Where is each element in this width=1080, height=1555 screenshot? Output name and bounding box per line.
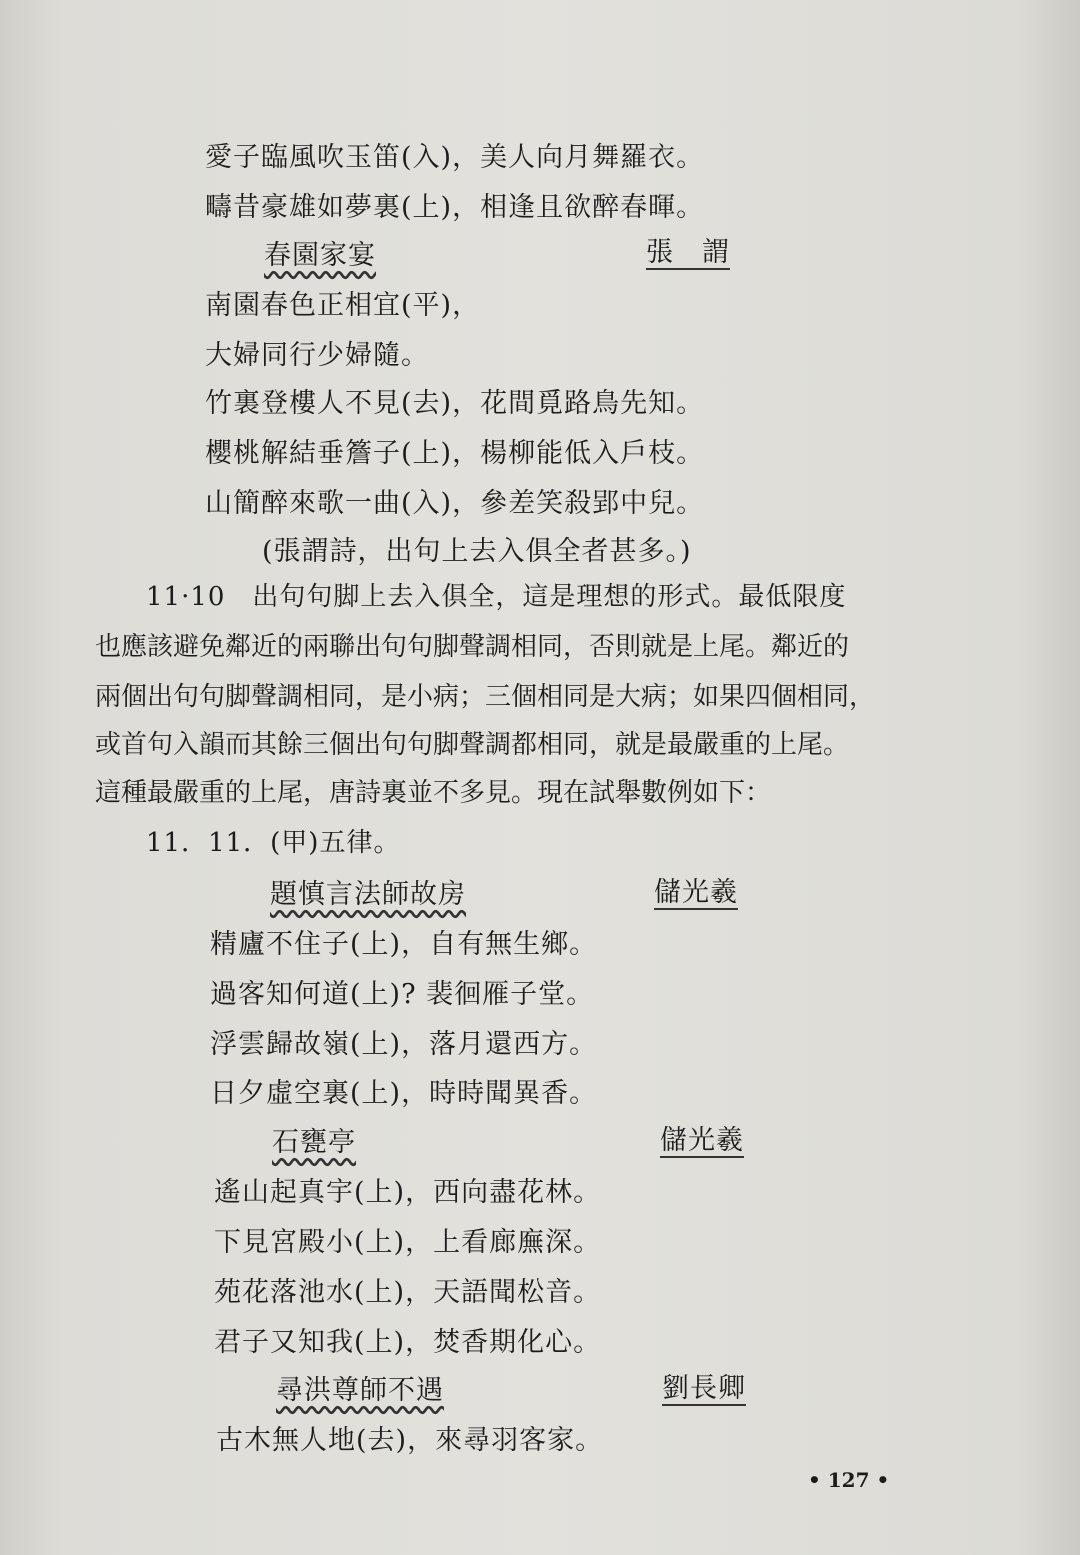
poem-line: 過客知何道(上)? 裴徊雁子堂。 xyxy=(210,979,595,1010)
poem-title: 尋洪尊師不遇 xyxy=(276,1375,444,1406)
poem-title: 題慎言法師故房 xyxy=(270,879,466,910)
poem-title: 石甕亭 xyxy=(272,1127,356,1158)
paragraph-line: 這種最嚴重的上尾，唐詩裏並不多見。現在試舉數例如下： xyxy=(95,778,772,808)
poem-author: 儲光羲 xyxy=(654,877,738,908)
poem-line: 櫻桃解結垂簷子(上)，楊柳能低入戶枝。 xyxy=(205,438,705,469)
poem-line: 遙山起真宇(上)，西向盡花林。 xyxy=(214,1177,602,1208)
paragraph-line: 11·10 出句句脚上去入俱全，這是理想的形式。最低限度 xyxy=(146,582,847,612)
paragraph-line: 或首句入韻而其餘三個出句句脚聲調都相同，就是最嚴重的上尾。 xyxy=(95,730,850,760)
note-line: (張謂詩，出句上去入俱全者甚多。) xyxy=(262,536,692,567)
poem-line: 竹裏登樓人不見(去)，花間覓路鳥先知。 xyxy=(205,388,705,419)
poem-line: 山簡醉來歌一曲(入)，參差笑殺郢中兒。 xyxy=(205,488,705,519)
poem-line: 古木無人地(去)，來尋羽客家。 xyxy=(216,1425,604,1456)
poem-author: 張 謂 xyxy=(646,237,730,268)
poem-title: 春園家宴 xyxy=(264,240,376,271)
poem-line: 浮雲歸故嶺(上)，落月還西方。 xyxy=(210,1029,598,1060)
poem-line: 愛子臨風吹玉笛(入)，美人向月舞羅衣。 xyxy=(205,142,705,173)
poem-line: 日夕虛空裏(上)，時時聞異香。 xyxy=(210,1078,598,1109)
poem-line: 疇昔豪雄如夢裏(上)，相逢且欲醉春暉。 xyxy=(205,192,705,223)
page-number: • 127 • xyxy=(808,1468,890,1492)
paragraph-line: 也應該避免鄰近的兩聯出句句脚聲調相同，否則就是上尾。鄰近的 xyxy=(95,632,850,662)
poem-line: 君子又知我(上)，焚香期化心。 xyxy=(214,1327,602,1358)
poem-line: 下見宮殿小(上)，上看廊廡深。 xyxy=(214,1227,602,1258)
paragraph-line: 兩個出句句脚聲調相同，是小病；三個相同是大病；如果四個相同， xyxy=(95,682,876,712)
poem-line: 苑花落池水(上)，天語聞松音。 xyxy=(214,1277,602,1308)
poem-author: 劉長卿 xyxy=(662,1373,746,1404)
poem-line: 精廬不住子(上)，自有無生鄉。 xyxy=(210,929,598,960)
poem-line: 南園春色正相宜(平)， xyxy=(205,290,481,321)
section-heading: 11．11．(甲)五律。 xyxy=(146,828,401,858)
poem-line: 大婦同行少婦隨。 xyxy=(205,340,429,371)
poem-author: 儲光羲 xyxy=(660,1125,744,1156)
